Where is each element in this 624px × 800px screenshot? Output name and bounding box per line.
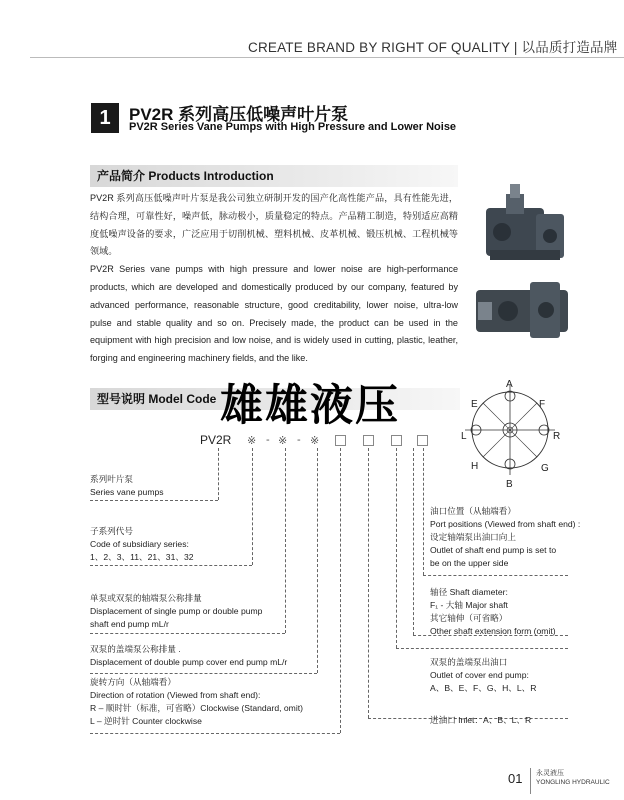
leader-disp-double-h [90,673,317,674]
leader-series-h [90,500,218,501]
port-label-e: E [471,399,478,410]
pump-product-photos [476,180,570,344]
port-label-a: A [506,379,513,390]
leader-subsidiary-h [90,565,252,566]
vane-pump-image-top [486,184,564,260]
label-series: 系列叶片泵 Series vane pumps [90,474,164,497]
model-code-mark-1: ※ [247,435,257,447]
port-label-h: H [471,461,479,472]
label-displacement-double: 双泵的盖端泵公称排量 . Displacement of double pump cover end pump mL/r [90,644,288,667]
model-code-box-1 [335,435,346,446]
leader-port-positions-v [423,448,424,575]
port-label-l: L [461,431,467,442]
leader-cover-outlet-v [396,448,397,648]
model-code-mark-3: ※ [310,435,320,447]
label-subsidiary: 子系列代号 Code of subsidiary series: 1、2、3、11、21、31、32 [90,526,194,562]
leader-port-positions-h [423,575,568,576]
port-label-f: F [539,399,546,410]
port-label-b: B [506,479,513,490]
intro-text [90,190,458,368]
label-inlet: 进油口 Inlet：A、B、L、R [430,715,532,725]
section-title-cn: PV2R 系列高压低噪声叶片泵 [129,105,349,124]
port-position-diagram [455,375,575,495]
header-divider [30,57,624,58]
model-code-separator-2: - [297,434,301,446]
vane-pump-image-bottom [476,282,568,338]
model-code-mark-2: ※ [278,435,288,447]
leader-disp-single-v [285,448,286,633]
footer-divider [530,768,531,794]
leader-rotation-h [90,733,340,734]
model-code-separator-1: - [266,434,270,446]
leader-series-v [218,448,219,500]
section-number: 1 [91,103,119,133]
model-code-prefix: PV2R [200,433,232,447]
footer-brand-en: YONGLING HYDRAULIC [536,779,610,786]
port-label-r: R [553,431,561,442]
label-port-positions: 油口位置（从轴端看） Port positions (Viewed from shaft end) : 设定轴端泵出油口向上 Outlet of shaft end pump is set to be on the upper side [430,506,581,568]
watermark-text: 雄雄液压 [220,381,400,431]
label-cover-outlet: 双泵的盖端泵出油口 Outlet of cover end pump: A、B、E、F、G、H、L、R [430,657,537,693]
port-label-g: G [541,463,549,474]
section-title-en: PV2R Series Vane Pumps with High Pressure and Lower Noise [129,121,457,133]
label-rotation: 旋转方向（从轴端看） Direction of rotation (Viewed from shaft end): R – 顺时针（标准，可省略）Clockwise (Standard, omit) L – 逆时针 Counter clockwise [90,677,303,726]
leader-rotation-v [340,448,341,733]
model-code-box-3 [391,435,402,446]
leader-disp-single-h [90,633,285,634]
model-code-box-2 [363,435,374,446]
model-code-box-4 [417,435,428,446]
intro-heading: 产品简介 Products Introduction [97,169,274,183]
leader-subsidiary-v [252,448,253,565]
label-shaft: 轴径 Shaft diameter: F₁ - 大轴 Major shaft 其它轴伸（可省略） Other shaft extension form (omit) [430,587,556,636]
footer-brand-cn: 永灵液压 [536,770,564,777]
leader-disp-double-v [317,448,318,673]
intro-heading-bar [90,165,458,187]
intro-paragraph-en: PV2R Series vane pumps with high pressure and lower noise are high-performance products, which are developed and domestically produced by our company, featured by advanced performance, reasonable structure, good creditability, lower noise, ultra-low pulse and stable quality and so on. Precisely made, the product can be used in the equipment with high precision and low noise, and is widely used in cutting, plastic, leather, forging and engineering machinery fields, and the like. [90,264,458,364]
label-displacement-single: 单泵或双泵的轴端泵公称排量 Displacement of single pump or double pump shaft end pump mL/r [90,593,263,629]
page-number: 01 [508,771,523,786]
model-code-heading: 型号说明 Model Code [97,392,217,406]
header-tagline: CREATE BRAND BY RIGHT OF QUALITY | 以品质打造品牌 [248,40,618,55]
intro-paragraph-cn: PV2R 系列高压低噪声叶片泵是我公司独立研制开发的国产化高性能产品，具有性能先进，结构合理，可靠性好，噪声低，脉动极小，质量稳定的特点。产品精工制造，特别适应高精度低噪声设备的要求，广泛应用于切削机械、塑料机械、皮革机械、锻压机械、工程机械等领域。 [90,193,458,257]
leader-cover-outlet-h [396,648,568,649]
leader-inlet-v [368,448,369,718]
leader-shaft-v [413,448,414,635]
